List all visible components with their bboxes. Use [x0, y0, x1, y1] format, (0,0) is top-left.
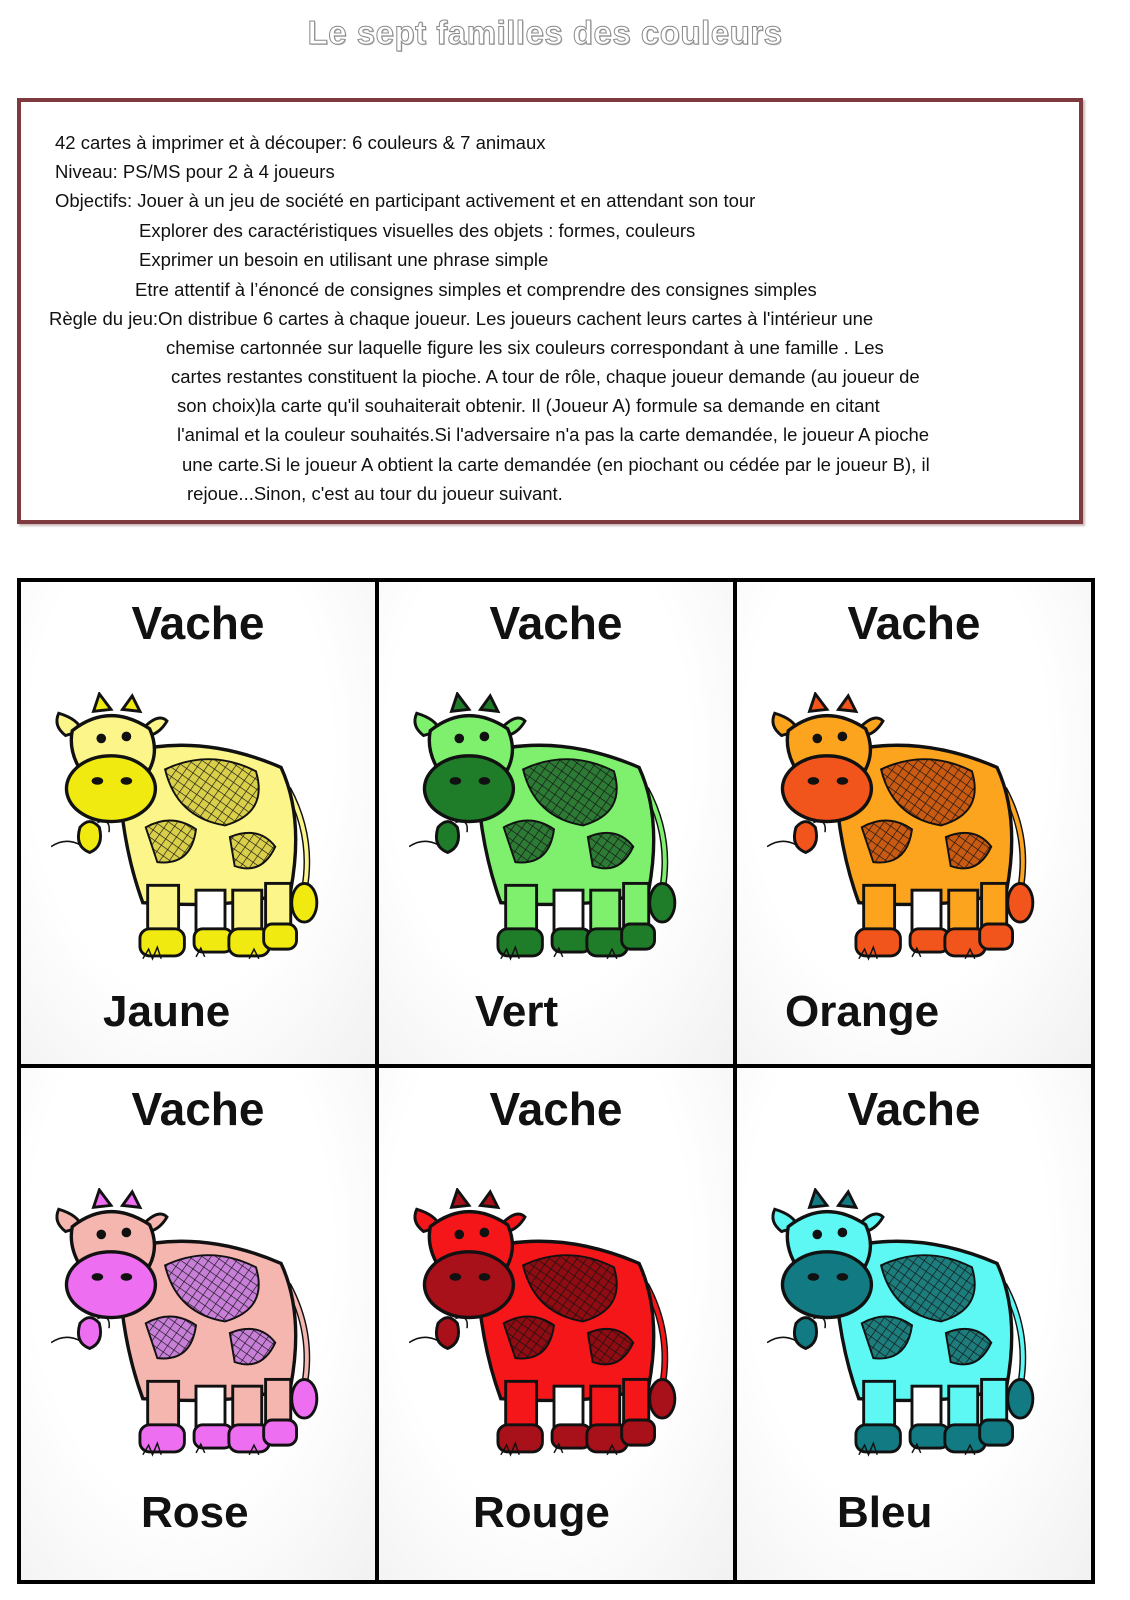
info-line-rules-4: son choix)la carte qu'il souhaiterait obtenir. Il (Joueur A) formule sa demande en citant	[177, 395, 880, 416]
info-line-rules-2: chemise cartonnée sur laquelle figure les six couleurs correspondant à une famille . Les	[166, 337, 884, 358]
card-color-label: Rose	[141, 1488, 249, 1537]
card-orange-cow	[733, 578, 1095, 1068]
info-line-rules-3: cartes restantes constituent la pioche. A tour de rôle, chaque joueur demande (au joueur de	[171, 366, 920, 387]
info-line-objectives: Objectifs: Jouer à un jeu de société en participant activement et en attendant son tour	[55, 190, 756, 211]
card-animal-label: Vache	[847, 1083, 981, 1135]
card-grid	[17, 578, 1095, 1588]
info-line-objective-3: Exprimer un besoin en utilisant une phrase simple	[139, 249, 549, 270]
card-animal-label: Vache	[131, 1083, 265, 1135]
card-green-cow	[375, 578, 737, 1068]
card-animal-label: Vache	[847, 597, 981, 649]
card-color-label: Bleu	[837, 1488, 933, 1537]
card-pink-cow	[17, 1064, 379, 1584]
info-line-rules-5: l'animal et la couleur souhaités.Si l'adversaire n'a pas la carte demandée, le joueur A pioche	[177, 424, 930, 445]
card-color-label: Rouge	[473, 1488, 610, 1537]
info-line-rules-6: une carte.Si le joueur A obtient la carte demandée (en piochant ou cédée par le joueur B), il	[182, 454, 930, 475]
card-animal-label: Vache	[131, 597, 265, 649]
info-line-level: Niveau: PS/MS pour 2 à 4 joueurs	[55, 161, 335, 182]
card-color-label: Orange	[785, 987, 940, 1036]
cow-illustration	[409, 1188, 699, 1478]
cow-illustration	[767, 692, 1057, 982]
card-color-label: Jaune	[103, 987, 231, 1036]
cow-illustration	[767, 1188, 1057, 1478]
info-line-rules-7: rejoue...Sinon, c'est au tour du joueur suivant.	[187, 483, 563, 504]
rules-box	[17, 98, 1083, 524]
card-color-label: Vert	[475, 987, 559, 1036]
card-animal-label: Vache	[489, 597, 623, 649]
info-line-rules: Règle du jeu:On distribue 6 cartes à chaque joueur. Les joueurs cachent leurs cartes à l'intérieur une	[49, 308, 874, 329]
card-animal-label: Vache	[489, 1083, 623, 1135]
cow-illustration	[51, 1188, 341, 1478]
cow-illustration	[51, 692, 341, 982]
card-red-cow	[375, 1064, 737, 1584]
info-line-objective-4: Etre attentif à l’énoncé de consignes simples et comprendre des consignes simples	[135, 279, 817, 300]
cow-illustration	[409, 692, 699, 982]
page-title: Le sept familles des couleurs	[307, 14, 783, 51]
info-line-objective-2: Explorer des caractéristiques visuelles des objets : formes, couleurs	[139, 220, 696, 241]
card-yellow-cow	[17, 578, 379, 1068]
info-line-cards: 42 cartes à imprimer et à découper: 6 couleurs & 7 animaux	[55, 132, 546, 153]
card-blue-cow	[733, 1064, 1095, 1584]
